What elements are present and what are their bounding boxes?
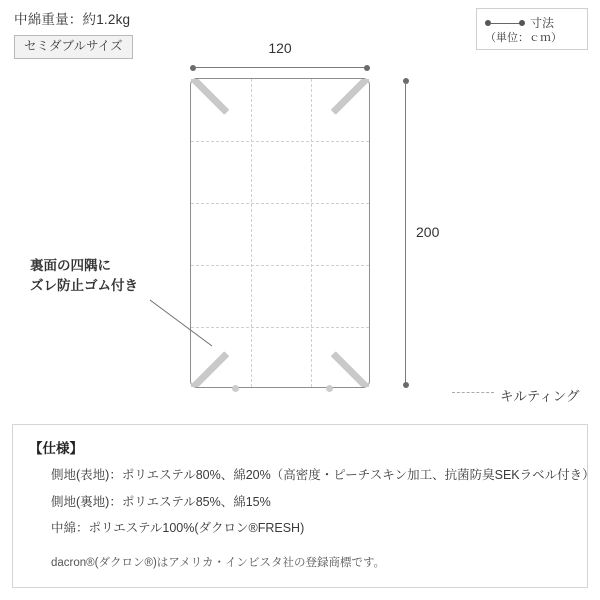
size-badge: セミダブルサイズ	[14, 35, 133, 59]
corner-elastic-band	[191, 347, 231, 387]
spec-title: 【仕様】	[29, 441, 83, 456]
spec-trademark-note: dacron®(ダクロン®)はアメリカ・インビスタ社の登録商標です。	[51, 556, 386, 569]
mattress-outline	[190, 78, 370, 388]
width-dimension-label: 120	[268, 40, 292, 56]
corner-elastic-note	[30, 256, 138, 297]
quilting-line-vertical	[251, 79, 252, 387]
quilting-line-horizontal	[191, 203, 369, 204]
corner-elastic-band	[329, 347, 369, 387]
width-dimension-line	[190, 62, 370, 74]
corner-elastic-band	[329, 79, 369, 119]
height-dimension-label: 200	[416, 224, 440, 240]
quilting-line-vertical	[311, 79, 312, 387]
edge-marker-dot	[232, 385, 239, 392]
spec-line: 側地(裏地)：ポリエステル85%、綿15%	[51, 494, 271, 509]
filling-weight-text: 中綿重量：約1.2kg	[14, 12, 131, 27]
edge-marker-dot	[326, 385, 333, 392]
quilting-line-horizontal	[191, 327, 369, 328]
corner-elastic-note-line1: 裏面の四隅に	[30, 258, 111, 273]
legend-dimension-label: 寸法	[530, 16, 555, 30]
quilting-leader-dash	[452, 392, 494, 393]
quilting-line-horizontal	[191, 265, 369, 266]
corner-elastic-band	[191, 79, 231, 119]
legend-unit-label: （単位：ｃｍ）	[485, 32, 562, 44]
spec-line: 側地(表地)：ポリエステル80%、綿20%（高密度・ピーチスキン加工、抗菌防臭SEKラベル付き）	[51, 468, 595, 482]
quilting-line-horizontal	[191, 141, 369, 142]
quilting-label: キルティング	[500, 389, 580, 404]
spec-line: 中綿：ポリエステル100%(ダクロン®FRESH)	[51, 521, 305, 535]
height-dimension-line	[400, 78, 412, 388]
corner-elastic-note-line2: ズレ防止ゴム付き	[30, 278, 138, 294]
spec-panel	[12, 424, 595, 588]
